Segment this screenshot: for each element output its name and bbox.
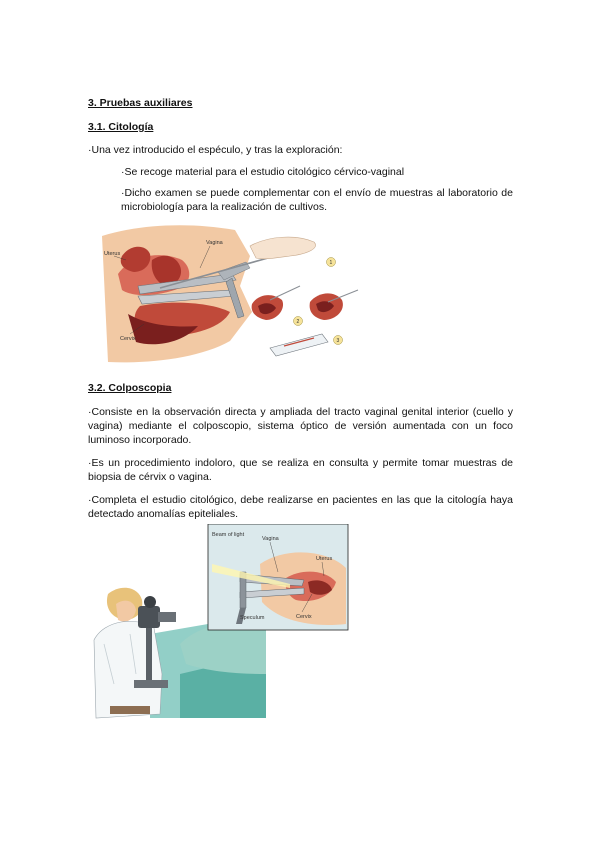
colposcopia-paragraph-1: ·Consiste en la observación directa y ampliada del tracto vaginal genital interior (cuello y vagina) mediante el colposcopio, sistema óptico de versión aumentada con un foco luminoso incorporado. <box>88 406 513 446</box>
section-title: 3. Pruebas auxiliares <box>88 97 193 109</box>
citologia-heading: 3.1. Citología <box>88 121 154 133</box>
citologia-intro: ·Una vez introducido el espéculo, y tras la exploración: <box>88 144 343 156</box>
label-speculum: Speculum <box>240 615 265 621</box>
label-uterus: Uterus <box>104 251 121 257</box>
citology-illustration <box>100 216 362 364</box>
colposcopia-heading: 3.2. Colposcopia <box>88 382 172 394</box>
step-3-number: 3 <box>336 338 340 344</box>
colposcopia-paragraph-3: ·Completa el estudio citológico, debe realizarse en pacientes en las que la citología haya detectado anomalías epiteliales. <box>88 494 513 520</box>
label-uterus-2: Uterus <box>316 556 333 562</box>
label-vagina-2: Vagina <box>262 536 279 542</box>
citologia-bullet-1: ·Se recoge material para el estudio citológico cérvico-vaginal <box>121 166 405 178</box>
label-beam-of-light: Beam of light <box>212 532 245 538</box>
label-cervix-2: Cervix <box>296 614 312 620</box>
step-1-number: 1 <box>329 260 333 266</box>
label-vagina: Vagina <box>206 240 223 246</box>
colposcopia-paragraph-2: ·Es un procedimiento indoloro, que se realiza en consulta y permite tomar muestras de biopsia de cérvix o vagina. <box>88 457 513 483</box>
colposcope-body <box>138 606 160 628</box>
citologia-bullet-2: ·Dicho examen se puede complementar con el envío de muestras al laboratorio de microbiología para la realización de cultivos. <box>121 187 513 213</box>
label-cervix: Cervix <box>120 336 136 342</box>
colposcopy-illustration <box>90 524 352 720</box>
step-2-number: 2 <box>296 319 300 325</box>
